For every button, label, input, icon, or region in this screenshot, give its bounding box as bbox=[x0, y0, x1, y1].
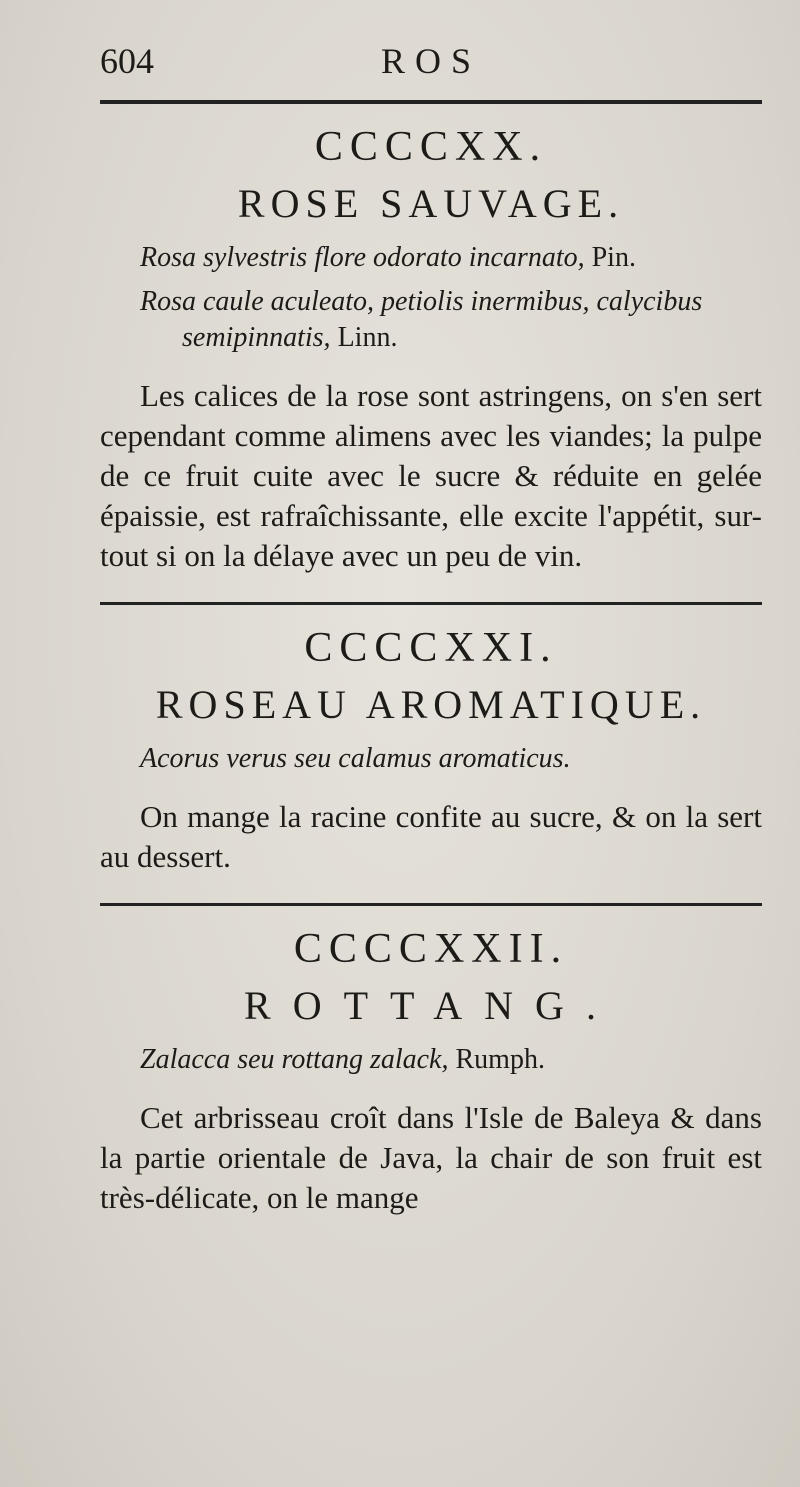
entry-paragraph: On mange la racine confite au sucre, & on la sert au dessert. bbox=[100, 799, 762, 874]
entry-section bbox=[100, 122, 762, 576]
latin-synonym bbox=[140, 1042, 762, 1078]
author-abbrev: Rumph. bbox=[455, 1044, 545, 1075]
section-number: CCCCXXII. bbox=[293, 926, 569, 972]
latin-name: Acorus verus seu calamus aromaticus. bbox=[140, 743, 571, 774]
page-header bbox=[100, 0, 762, 100]
latin-synonym bbox=[140, 284, 762, 356]
entry-section bbox=[100, 623, 762, 877]
section-title: ROTTANG. bbox=[244, 983, 618, 1028]
page-number: 604 bbox=[100, 41, 154, 81]
section-title: ROSEAU AROMATIQUE. bbox=[155, 682, 707, 727]
author-abbrev: Pin. bbox=[591, 242, 636, 273]
latin-name: Rosa caule aculeato, petiolis inermibus, calycibus semipinnatis, bbox=[140, 286, 703, 353]
section-title: ROSE SAUVAGE. bbox=[237, 181, 625, 226]
latin-synonym bbox=[140, 240, 762, 276]
entry-section bbox=[100, 924, 762, 1218]
running-head: ROS bbox=[380, 41, 482, 81]
latin-name: Zalacca seu rottang zalack, bbox=[140, 1044, 449, 1075]
latin-synonym bbox=[140, 741, 762, 777]
latin-name: Rosa sylvestris flore odorato incarnato, bbox=[140, 242, 585, 273]
author-abbrev: Linn. bbox=[337, 322, 398, 353]
entry-paragraph: Les calices de la rose sont astringens, on s'en sert cependant comme alimens avec les viandes; la pulpe de ce fruit cuite avec le sucre & réduite en gelée épaissie, est rafraîchissante, elle excite l'appétit, sur-tout si on la délaye avec un peu de vin. bbox=[100, 378, 762, 573]
header-rule bbox=[100, 100, 762, 104]
section-rule bbox=[100, 903, 762, 906]
section-number: CCCCXXI. bbox=[304, 625, 558, 671]
section-rule bbox=[100, 602, 762, 605]
entry-paragraph: Cet arbrisseau croît dans l'Isle de Baleya & dans la partie orientale de Java, la chair de son fruit est très-délicate, on le mange bbox=[100, 1100, 762, 1215]
section-number: CCCCXX. bbox=[314, 124, 548, 170]
